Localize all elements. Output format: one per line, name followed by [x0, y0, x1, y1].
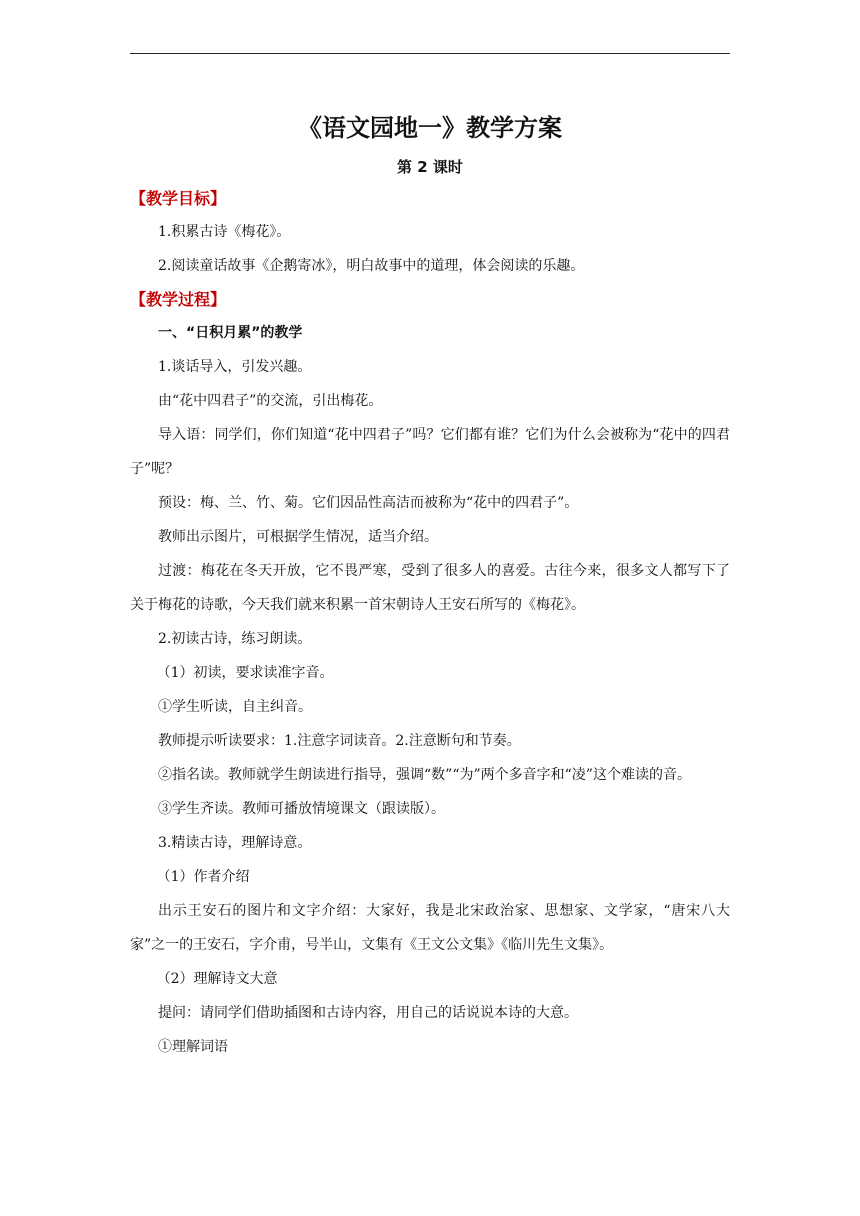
- paragraph: （1）作者介绍: [156, 869, 250, 885]
- paragraph: 过渡：梅花在冬天开放，它不畏严寒，受到了很多人的喜爱。古往今来，很多文人都写下了关于梅花的诗歌，今天我们就来积累一首宋朝诗人王安石所写的《梅花》。: [130, 563, 730, 613]
- document-title: 《语文园地一》教学方案: [298, 114, 562, 142]
- paragraph: 2.初读古诗，练习朗读。: [158, 631, 312, 647]
- paragraph: 1.谈话导入，引发兴趣。: [158, 359, 312, 375]
- paragraph: 教师提示听读要求：1.注意字词读音。2.注意断句和节奏。: [158, 733, 521, 749]
- paragraph: 由“花中四君子”的交流，引出梅花。: [158, 393, 383, 409]
- goal-item: 1.积累古诗《梅花》。: [158, 224, 291, 240]
- paragraph: （1）初读，要求读准字音。: [156, 665, 334, 681]
- section-heading-goals: 【教学目标】: [130, 189, 227, 208]
- paragraph: 教师出示图片，可根据学生情况，适当介绍。: [158, 529, 438, 545]
- paragraph: 提问：请同学们借助插图和古诗内容，用自己的话说说本诗的大意。: [158, 1005, 578, 1021]
- paragraph: 预设：梅、兰、竹、菊。它们因品性高洁而被称为“花中的四君子”。: [158, 495, 579, 511]
- lesson-number: 第 2 课时: [397, 158, 463, 176]
- paragraph: ①理解词语: [158, 1039, 228, 1055]
- section-heading-process: 【教学过程】: [130, 290, 227, 309]
- paragraph: （2）理解诗文大意: [156, 971, 278, 987]
- paragraph: 导入语：同学们，你们知道“花中四君子”吗？它们都有谁？它们为什么会被称为“花中的四君子”呢？: [130, 427, 730, 477]
- document-page: [130, 108, 730, 1064]
- process-heading: 一、“日积月累”的教学: [158, 325, 303, 341]
- header-rule: [130, 53, 730, 54]
- paragraph: ②指名读。教师就学生朗读进行指导，强调“数”“为”两个多音字和“凌”这个难读的音。: [158, 767, 691, 783]
- paragraph: ③学生齐读。教师可播放情境课文（跟读版）。: [158, 801, 445, 817]
- paragraph: 3.精读古诗，理解诗意。: [158, 835, 312, 851]
- paragraph: 出示王安石的图片和文字介绍：大家好，我是北宋政治家、思想家、文学家，“唐宋八大家”之一的王安石，字介甫，号半山，文集有《王文公文集》《临川先生文集》。: [130, 903, 730, 953]
- paragraph: ①学生听读，自主纠音。: [158, 699, 312, 715]
- goal-item: 2.阅读童话故事《企鹅寄冰》，明白故事中的道理，体会阅读的乐趣。: [158, 258, 585, 274]
